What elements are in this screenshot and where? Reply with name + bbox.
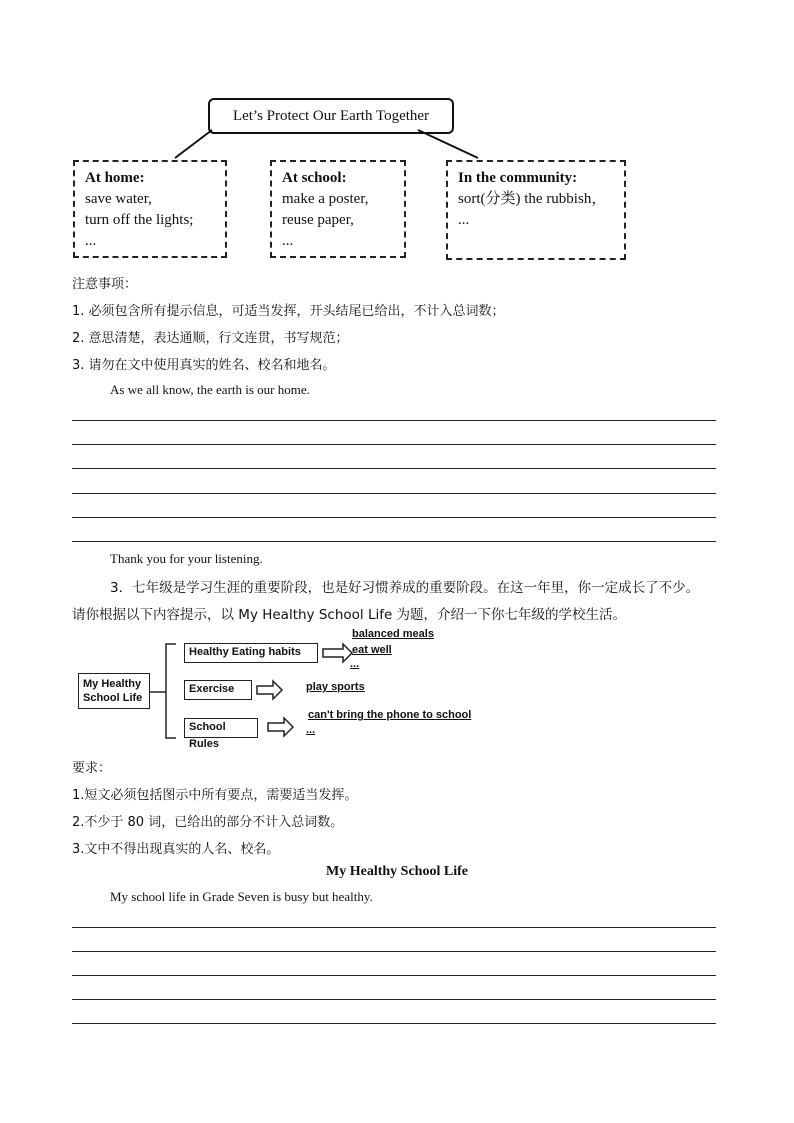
essay2-title: My Healthy School Life (326, 864, 468, 879)
writing-line[interactable] (72, 420, 716, 421)
rules-point: ... (306, 724, 316, 736)
community-item: sort(分类) the rubbish， (458, 191, 607, 207)
eating-point: eat well (352, 644, 392, 656)
notes-heading: 注意事项： (72, 277, 138, 292)
essay1-ending: Thank you for your listening. (110, 551, 263, 566)
writing-line[interactable] (72, 951, 716, 952)
branch-rules: School Rules (184, 718, 258, 738)
note-item: 3. 请勿在文中使用真实的姓名、校名和地名。 (72, 358, 336, 373)
community-box (446, 160, 626, 260)
rules-point: can't bring the phone to school (308, 709, 472, 721)
writing-line[interactable] (72, 541, 716, 542)
school-item: make a poster, (282, 191, 369, 207)
writing-line[interactable] (72, 517, 716, 518)
diagram1-title: Let’s Protect Our Earth Together (208, 98, 454, 134)
note-item: 2. 意思清楚，表达通顺，行文连贯，书写规范； (72, 331, 349, 346)
task3-intro: 3．七年级是学习生涯的重要阶段，也是好习惯养成的重要阶段。在这一年里，你一定成长了不少。 (110, 580, 700, 596)
writing-line[interactable] (72, 975, 716, 976)
exercise-point: play sports (306, 681, 365, 693)
community-item: ... (458, 212, 470, 228)
req-item: 1.短文必须包括图示中所有要点，需要适当发挥。 (72, 788, 358, 803)
eating-point: ... (350, 658, 360, 670)
home-item: turn off the lights; (85, 212, 194, 228)
essay2-opening: My school life in Grade Seven is busy but healthy. (110, 889, 373, 904)
note-item: 1. 必须包含所有提示信息，可适当发挥，开头结尾已给出，不计入总词数； (72, 304, 505, 319)
school-heading: At school: (282, 170, 347, 186)
writing-line[interactable] (72, 444, 716, 445)
eating-point: balanced meals (352, 628, 434, 640)
writing-line[interactable] (72, 1023, 716, 1024)
diagram2-root: My Healthy School Life (78, 673, 150, 709)
writing-line[interactable] (72, 927, 716, 928)
branch-eating: Healthy Eating habits (184, 643, 318, 663)
school-item: reuse paper, (282, 212, 354, 228)
writing-line[interactable] (72, 999, 716, 1000)
branch-exercise: Exercise (184, 680, 252, 700)
home-item: save water, (85, 191, 152, 207)
school-item: ... (282, 233, 294, 249)
school-box (270, 160, 406, 258)
home-box (73, 160, 227, 258)
home-item: ... (85, 233, 97, 249)
essay1-opening: As we all know, the earth is our home. (110, 382, 310, 397)
task3-intro: 请你根据以下内容提示，以 My Healthy School Life 为题，介绍一下你七年级的学校生活。 (72, 607, 627, 623)
writing-line[interactable] (72, 468, 716, 469)
home-heading: At home: (85, 170, 145, 186)
community-heading: In the community: (458, 170, 578, 186)
req-item: 3.文中不得出现真实的人名、校名。 (72, 842, 280, 857)
writing-line[interactable] (72, 493, 716, 494)
req-item: 2.不少于 80 词，已给出的部分不计入总词数。 (72, 815, 344, 830)
req-heading: 要求： (72, 761, 112, 776)
